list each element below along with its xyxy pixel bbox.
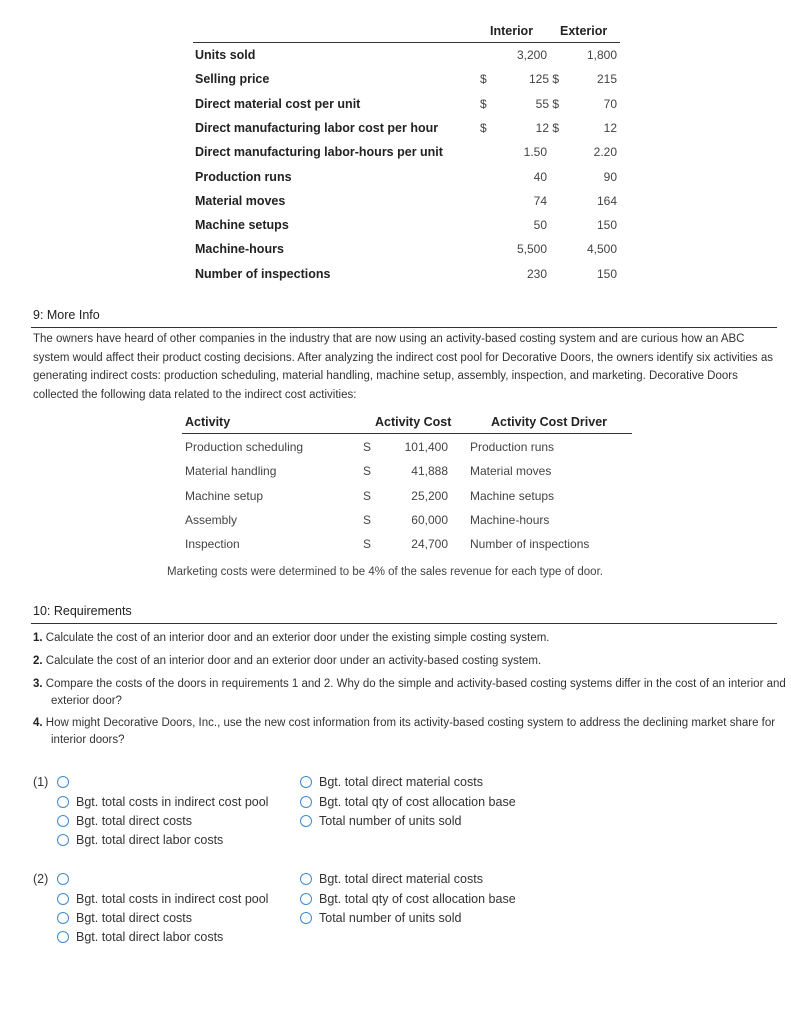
row-label: Direct material cost per unit (195, 96, 361, 111)
row-label: Direct manufacturing labor-hours per unit (195, 145, 443, 160)
radio-option[interactable] (300, 912, 312, 924)
row-label: Selling price (195, 72, 270, 87)
radio-option[interactable] (300, 893, 312, 905)
radio-option-blank[interactable] (57, 873, 69, 885)
row-label: Material moves (195, 193, 286, 208)
currency-sign: S (363, 537, 372, 552)
row-label: Machine setups (195, 218, 289, 233)
activity-cost-value: 41,888 (411, 464, 448, 479)
row-exterior-value: 1,800 (586, 48, 617, 62)
row-interior-value: 74 (533, 193, 547, 208)
row-label: Machine-hours (195, 242, 284, 257)
row-interior-value: 3,200 (516, 48, 547, 62)
requirement-item (33, 653, 783, 670)
currency-sign: S (363, 488, 372, 503)
requirement-number: 1. (33, 632, 43, 644)
requirement-text: How might Decorative Doors, Inc., use the new cost information from its activity-based costing system to address the declining market share for interior doors? (45, 717, 776, 746)
radio-option[interactable] (57, 815, 69, 827)
cost-driver-name: Number of inspections (470, 537, 590, 552)
option-label[interactable]: Bgt. total direct costs (76, 814, 193, 828)
row-interior-value: 5,500 (516, 242, 547, 257)
currency-sign: S (363, 512, 372, 527)
question-number: (2) (33, 872, 49, 886)
requirements-rule (31, 623, 777, 624)
more-info-paragraph: The owners have heard of other companies in the industry that are now using an activity-based costing system and are curious how an ABC system would affect their product costing decisions. After analyzing the indirect cost pool for Decorative Doors, the owners identify six activities as generating indirect costs: production scheduling, material handling, machine setup, assembly, inspection, and marketing. Decorative Doors collected the following data related to the indirect cost activities: (33, 333, 773, 401)
row-dollar-sign: $ (480, 96, 487, 111)
activity-name: Inspection (185, 537, 240, 552)
option-label[interactable]: Bgt. total costs in indirect cost pool (76, 795, 269, 809)
requirement-text: Calculate the cost of an interior door and an exterior door under an activity-based costing system. (45, 655, 542, 667)
col-header-cost-driver: Activity Cost Driver (491, 415, 608, 429)
activity-name: Production scheduling (185, 440, 304, 454)
requirement-number: 4. (33, 717, 43, 729)
col-header-exterior: Exterior (560, 24, 608, 38)
row-exterior-value: 164 (596, 193, 617, 208)
row-interior-value: 1.50 (523, 145, 547, 160)
activity-cost-value: 25,200 (411, 488, 448, 503)
row-label: Direct manufacturing labor cost per hour (195, 120, 439, 135)
activity-name: Machine setup (185, 488, 264, 503)
row-dollar-sign: $ (480, 72, 487, 87)
radio-option[interactable] (57, 796, 69, 808)
option-label[interactable]: Bgt. total qty of cost allocation base (319, 892, 516, 906)
requirement-text: Compare the costs of the doors in requirements 1 and 2. Why do the simple and activity-based costing systems differ in the cost of an interior and exterior door? (45, 678, 786, 707)
radio-option[interactable] (300, 776, 312, 788)
col-header-activity-cost: Activity Cost (375, 415, 452, 429)
row-interior-value: 12 $ (535, 120, 559, 135)
activity-cost-value: 101,400 (404, 440, 448, 454)
row-exterior-value: 2.20 (593, 145, 617, 160)
option-label[interactable]: Total number of units sold (319, 814, 462, 828)
row-exterior-value: 70 (603, 96, 617, 111)
radio-option[interactable] (57, 893, 69, 905)
radio-option[interactable] (300, 815, 312, 827)
row-exterior-value: 215 (596, 72, 617, 87)
radio-option-blank[interactable] (57, 776, 69, 788)
requirement-item (33, 715, 777, 749)
option-label[interactable]: Bgt. total direct costs (76, 911, 193, 925)
row-exterior-value: 150 (596, 218, 617, 233)
radio-option[interactable] (57, 931, 69, 943)
requirement-number: 3. (33, 678, 43, 690)
requirements-title: 10: Requirements (33, 604, 132, 618)
radio-option[interactable] (57, 834, 69, 846)
activity-header-rule (182, 433, 632, 434)
cost-driver-name: Machine setups (470, 488, 555, 503)
currency-sign: S (363, 440, 372, 454)
more-info-rule (31, 327, 777, 328)
row-interior-value: 230 (526, 266, 547, 281)
option-label[interactable]: Total number of units sold (319, 911, 462, 925)
option-label[interactable]: Bgt. total direct labor costs (76, 930, 224, 944)
row-label: Units sold (195, 48, 256, 62)
row-exterior-value: 12 (603, 120, 617, 135)
activity-name: Material handling (185, 464, 277, 479)
more-info-title: 9: More Info (33, 308, 100, 322)
marketing-note: Marketing costs were determined to be 4% of the sales revenue for each type of door. (167, 566, 603, 578)
activity-cost-value: 60,000 (411, 512, 448, 527)
requirement-item (33, 630, 783, 647)
row-exterior-value: 90 (603, 169, 617, 184)
requirement-text: Calculate the cost of an interior door and an exterior door under the existing simple costing system. (45, 632, 550, 644)
radio-option[interactable] (300, 796, 312, 808)
row-label: Number of inspections (195, 266, 331, 281)
row-interior-value: 125 $ (528, 72, 559, 87)
row-exterior-value: 150 (596, 266, 617, 281)
question-number: (1) (33, 775, 49, 789)
col-header-interior: Interior (490, 24, 534, 38)
col-header-activity: Activity (185, 415, 231, 429)
requirement-item (33, 676, 791, 710)
activity-cost-value: 24,700 (411, 537, 448, 552)
option-label[interactable]: Bgt. total direct material costs (319, 775, 483, 789)
radio-option[interactable] (300, 873, 312, 885)
cost-driver-name: Material moves (470, 464, 552, 479)
radio-option[interactable] (57, 912, 69, 924)
option-label[interactable]: Bgt. total direct material costs (319, 872, 483, 886)
requirement-number: 2. (33, 655, 43, 667)
option-label[interactable]: Bgt. total qty of cost allocation base (319, 795, 516, 809)
option-label[interactable]: Bgt. total direct labor costs (76, 833, 224, 847)
row-interior-value: 55 $ (535, 96, 559, 111)
row-interior-value: 50 (533, 218, 547, 233)
cost-driver-name: Machine-hours (470, 512, 550, 527)
header-rule (193, 42, 620, 43)
row-interior-value: 40 (533, 169, 547, 184)
cost-driver-name: Production runs (470, 440, 555, 454)
row-exterior-value: 4,500 (586, 242, 617, 257)
currency-sign: S (363, 464, 372, 479)
row-dollar-sign: $ (480, 120, 487, 135)
activity-name: Assembly (185, 512, 238, 527)
option-label[interactable]: Bgt. total costs in indirect cost pool (76, 892, 269, 906)
row-label: Production runs (195, 169, 292, 184)
